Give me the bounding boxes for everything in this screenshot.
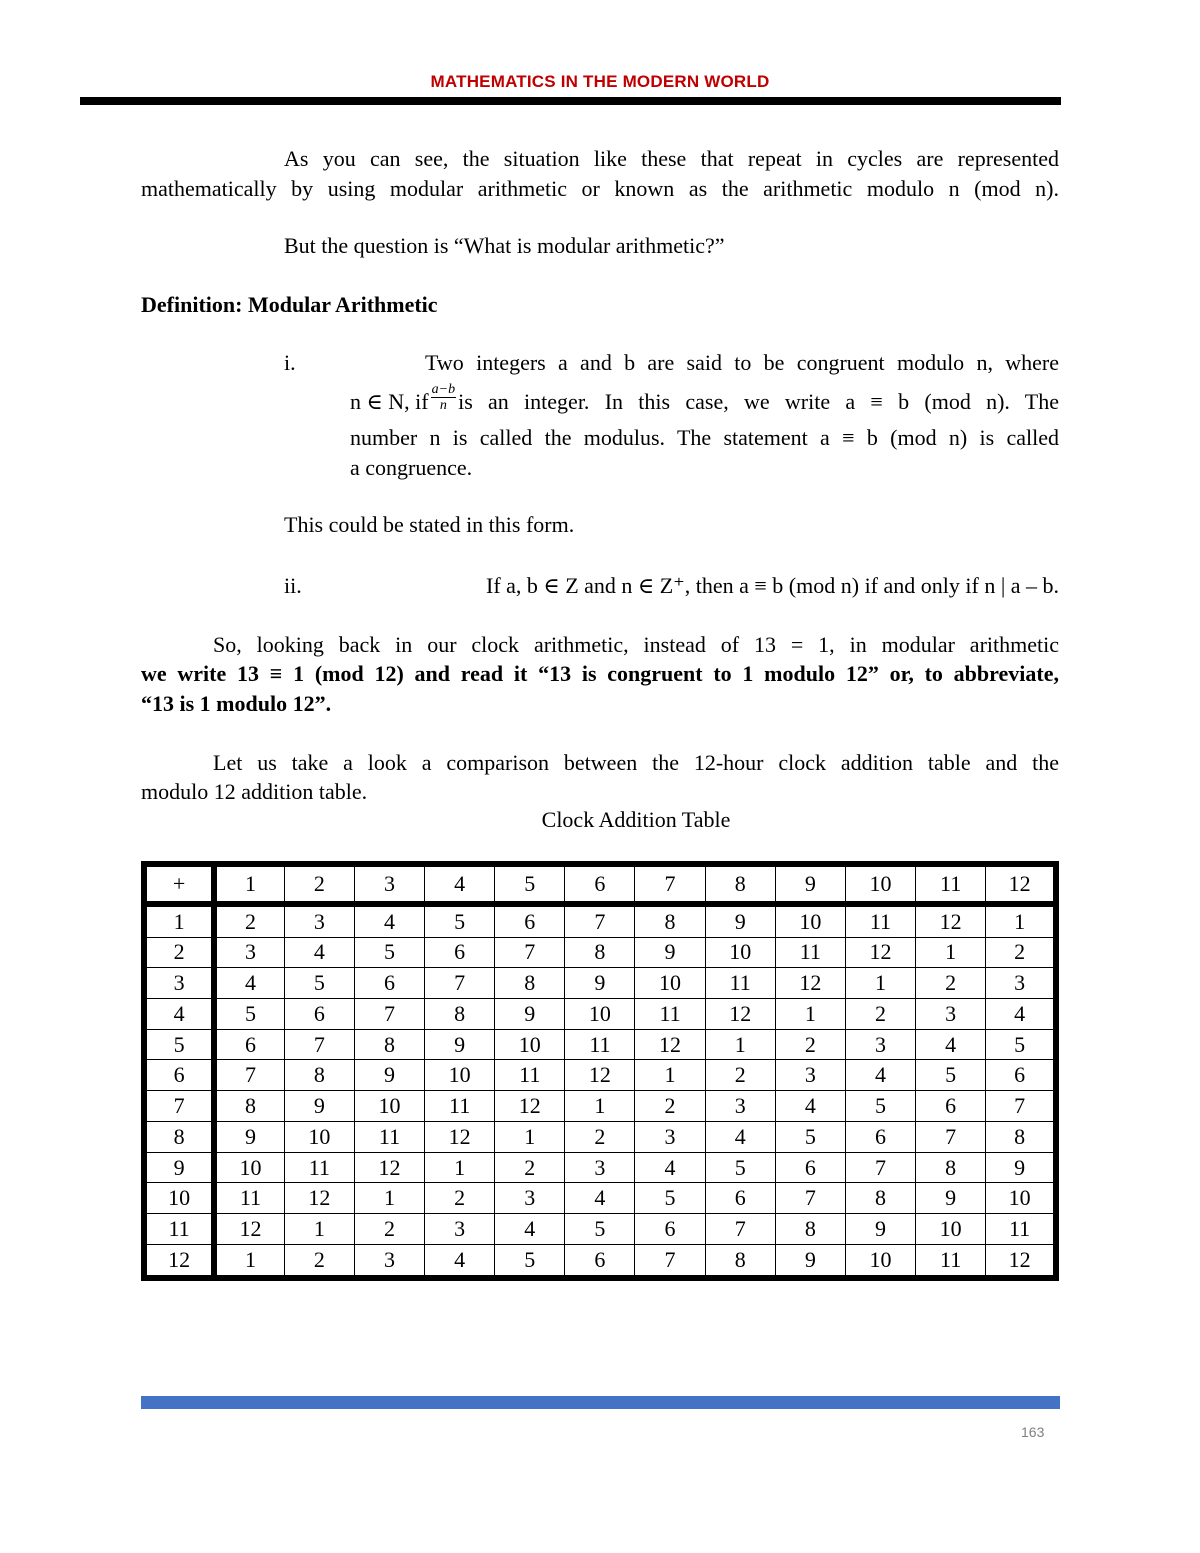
table-cell: 6 [986,1060,1056,1091]
table-cell: 9 [214,1121,284,1152]
row-header-cell: 10 [144,1183,214,1214]
table-cell: 2 [986,937,1056,968]
column-header-cell: 3 [354,864,424,904]
table-cell: 10 [565,998,635,1029]
table-cell: 7 [214,1060,284,1091]
table-cell: 10 [705,937,775,968]
table-cell: 9 [986,1152,1056,1183]
row-header-cell: 5 [144,1029,214,1060]
table-cell: 6 [214,1029,284,1060]
table-cell: 4 [284,937,354,968]
table-cell: 5 [986,1029,1056,1060]
table-cell: 3 [705,1091,775,1122]
table-row [144,1152,1056,1183]
item-2-marker: ii. [284,573,302,598]
item-1-marker: i. [284,350,296,375]
table-cell: 12 [845,937,915,968]
page-header-title: MATHEMATICS IN THE MODERN WORLD [430,72,770,91]
table-cell: 5 [705,1152,775,1183]
footer-bar [141,1396,1060,1409]
table-cell: 3 [354,1244,424,1278]
table-cell: 8 [354,1029,424,1060]
table-cell: 9 [284,1091,354,1122]
page-number: 163 [1021,1424,1045,1440]
table-cell: 1 [214,1244,284,1278]
intro-line-1: As you can see, the situation like these that repeat in cycles are represented [284,146,1059,171]
table-cell: 10 [916,1214,986,1245]
column-header-cell: 8 [705,864,775,904]
table-cell: 10 [354,1091,424,1122]
table-cell: 4 [986,998,1056,1029]
table-cell: 5 [354,937,424,968]
comparison-line-1: Let us take a look a comparison between the 12-hour clock addition table and the [213,750,1059,775]
clock-line-2: we write 13 ≡ 1 (mod 12) and read it “13 is congruent to 1 modulo 12” or, to abbreviate, [141,661,1059,686]
item-1-line-2 [350,382,1059,417]
table-cell: 5 [565,1214,635,1245]
table-cell: 9 [845,1214,915,1245]
item-1-line-3: number n is called the modulus. The statement a ≡ b (mod n) is called [350,425,1059,450]
table-cell: 9 [354,1060,424,1091]
table-cell: 3 [284,904,354,937]
table-cell: 4 [635,1152,705,1183]
table-cell: 11 [495,1060,565,1091]
table-cell: 10 [214,1152,284,1183]
table-cell: 1 [354,1183,424,1214]
table-cell: 5 [425,904,495,937]
table-row [144,998,1056,1029]
table-cell: 11 [214,1183,284,1214]
column-header-cell: 11 [916,864,986,904]
table-cell: 7 [775,1183,845,1214]
table-cell: 1 [565,1091,635,1122]
column-header-cell: 4 [425,864,495,904]
table-cell: 11 [284,1152,354,1183]
table-cell: 12 [986,1244,1056,1278]
column-header-cell: 1 [214,864,284,904]
table-cell: 4 [495,1214,565,1245]
table-cell: 12 [354,1152,424,1183]
table-cell: 8 [425,998,495,1029]
table-cell: 3 [425,1214,495,1245]
table-cell: 2 [214,904,284,937]
table-cell: 6 [775,1152,845,1183]
table-cell: 11 [354,1121,424,1152]
table-cell: 3 [775,1060,845,1091]
intro-line-2: mathematically by using modular arithmetic or known as the arithmetic modulo n (mod n). [141,176,1059,201]
table-cell: 1 [775,998,845,1029]
table-cell: 4 [354,904,424,937]
table-cell: 11 [845,904,915,937]
table-cell: 6 [635,1214,705,1245]
table-cell: 9 [916,1183,986,1214]
table-cell: 12 [495,1091,565,1122]
table-cell: 8 [845,1183,915,1214]
table-cell: 3 [845,1029,915,1060]
item-2-text: If a, b ∈ Z and n ∈ Z⁺, then a ≡ b (mod n) if and only if n | a – b. [486,573,1059,598]
table-cell: 8 [986,1121,1056,1152]
table-cell: 11 [916,1244,986,1278]
table-cell: 6 [916,1091,986,1122]
column-header-cell: 12 [986,864,1056,904]
row-header-cell: 1 [144,904,214,937]
column-header-cell: 5 [495,864,565,904]
table-cell: 5 [214,998,284,1029]
header-divider [80,97,1061,105]
table-row [144,1183,1056,1214]
table-cell: 1 [495,1121,565,1152]
table-cell: 12 [284,1183,354,1214]
table-cell: 7 [284,1029,354,1060]
table-cell: 2 [565,1121,635,1152]
table-cell: 8 [635,904,705,937]
table-cell: 2 [775,1029,845,1060]
table-cell: 1 [705,1029,775,1060]
column-header-cell: 2 [284,864,354,904]
row-header-cell: 3 [144,968,214,999]
table-cell: 3 [214,937,284,968]
table-cell: 6 [425,937,495,968]
item-1-line-2-post: is an integer. In this case, we write a ≡ b (mod n). The [458,388,1059,414]
table-cell: 8 [284,1060,354,1091]
fraction-denominator: n [439,398,447,413]
question-text: But the question is “What is modular arithmetic?” [284,233,725,258]
table-cell: 7 [916,1121,986,1152]
table-cell: 9 [495,998,565,1029]
row-header-cell: 9 [144,1152,214,1183]
table-cell: 4 [565,1183,635,1214]
table-cell: 1 [845,968,915,999]
table-row [144,1214,1056,1245]
table-cell: 6 [354,968,424,999]
table-cell: 7 [565,904,635,937]
table-cell: 5 [284,968,354,999]
table-cell: 5 [635,1183,705,1214]
table-cell: 2 [705,1060,775,1091]
table-cell: 3 [635,1121,705,1152]
table-header-row [144,864,1056,904]
table-cell: 6 [705,1183,775,1214]
table-cell: 11 [775,937,845,968]
table-cell: 9 [565,968,635,999]
table-cell: 12 [565,1060,635,1091]
table-cell: 1 [986,904,1056,937]
table-cell: 11 [986,1214,1056,1245]
column-header-cell: 6 [565,864,635,904]
item-1-line-1: Two integers a and b are said to be congruent modulo n, where [425,350,1059,375]
table-cell: 7 [845,1152,915,1183]
table-cell: 2 [354,1214,424,1245]
clock-addition-table-wrapper [141,861,1059,1281]
clock-line-3: “13 is 1 modulo 12”. [141,691,332,716]
table-cell: 1 [635,1060,705,1091]
table-cell: 1 [916,937,986,968]
row-header-cell: 7 [144,1091,214,1122]
table-cell: 9 [635,937,705,968]
table-cell: 2 [495,1152,565,1183]
table-cell: 8 [775,1214,845,1245]
table-cell: 3 [495,1183,565,1214]
table-cell: 10 [284,1121,354,1152]
table-cell: 8 [565,937,635,968]
item-1-line-4: a congruence. [350,455,473,480]
table-caption: Clock Addition Table [541,807,731,832]
row-header-cell: 2 [144,937,214,968]
table-cell: 10 [845,1244,915,1278]
table-row [144,968,1056,999]
row-header-cell: 11 [144,1214,214,1245]
table-cell: 7 [495,937,565,968]
table-row [144,1244,1056,1278]
comparison-line-2: modulo 12 addition table. [141,779,368,804]
fraction-numerator: a−b [431,382,456,397]
table-cell: 9 [775,1244,845,1278]
row-header-cell: 6 [144,1060,214,1091]
table-cell: 11 [635,998,705,1029]
table-cell: 7 [986,1091,1056,1122]
table-cell: 2 [916,968,986,999]
table-cell: 11 [705,968,775,999]
table-cell: 12 [916,904,986,937]
table-cell: 4 [425,1244,495,1278]
table-cell: 6 [845,1121,915,1152]
table-cell: 10 [986,1183,1056,1214]
table-row [144,1060,1056,1091]
definition-heading: Definition: Modular Arithmetic [141,292,438,317]
table-cell: 6 [284,998,354,1029]
table-cell: 3 [986,968,1056,999]
fraction [431,382,456,413]
table-cell: 1 [425,1152,495,1183]
table-cell: 7 [635,1244,705,1278]
table-cell: 2 [635,1091,705,1122]
table-cell: 11 [425,1091,495,1122]
table-cell: 9 [705,904,775,937]
table-cell: 5 [845,1091,915,1122]
table-cell: 1 [284,1214,354,1245]
table-cell: 9 [425,1029,495,1060]
table-cell: 4 [705,1121,775,1152]
table-row [144,904,1056,937]
table-cell: 4 [845,1060,915,1091]
table-cell: 10 [495,1029,565,1060]
table-cell: 5 [495,1244,565,1278]
table-cell: 6 [565,1244,635,1278]
table-row [144,937,1056,968]
table-cell: 8 [214,1091,284,1122]
table-cell: 12 [425,1121,495,1152]
table-cell: 12 [775,968,845,999]
table-corner-cell: + [144,864,214,904]
stated-text: This could be stated in this form. [284,512,575,537]
table-cell: 4 [916,1029,986,1060]
table-cell: 4 [775,1091,845,1122]
column-header-cell: 10 [845,864,915,904]
column-header-cell: 7 [635,864,705,904]
table-cell: 10 [775,904,845,937]
table-cell: 6 [495,904,565,937]
table-cell: 11 [565,1029,635,1060]
row-header-cell: 8 [144,1121,214,1152]
table-cell: 5 [775,1121,845,1152]
table-cell: 7 [354,998,424,1029]
table-cell: 3 [565,1152,635,1183]
table-cell: 3 [916,998,986,1029]
table-cell: 2 [284,1244,354,1278]
table-cell: 8 [705,1244,775,1278]
clock-addition-table [141,861,1059,1281]
row-header-cell: 4 [144,998,214,1029]
column-header-cell: 9 [775,864,845,904]
table-cell: 2 [425,1183,495,1214]
table-row [144,1029,1056,1060]
table-row [144,1121,1056,1152]
item-1-line-2-pre: n ∈ N, if [350,388,429,414]
table-cell: 8 [495,968,565,999]
row-header-cell: 12 [144,1244,214,1278]
table-cell: 12 [635,1029,705,1060]
clock-line-1: So, looking back in our clock arithmetic, instead of 13 = 1, in modular arithmetic [213,632,1059,657]
table-cell: 7 [425,968,495,999]
table-cell: 8 [916,1152,986,1183]
table-cell: 10 [635,968,705,999]
table-row [144,1091,1056,1122]
table-cell: 7 [705,1214,775,1245]
table-cell: 12 [214,1214,284,1245]
table-cell: 5 [916,1060,986,1091]
table-cell: 4 [214,968,284,999]
table-cell: 10 [425,1060,495,1091]
table-cell: 12 [705,998,775,1029]
table-cell: 2 [845,998,915,1029]
